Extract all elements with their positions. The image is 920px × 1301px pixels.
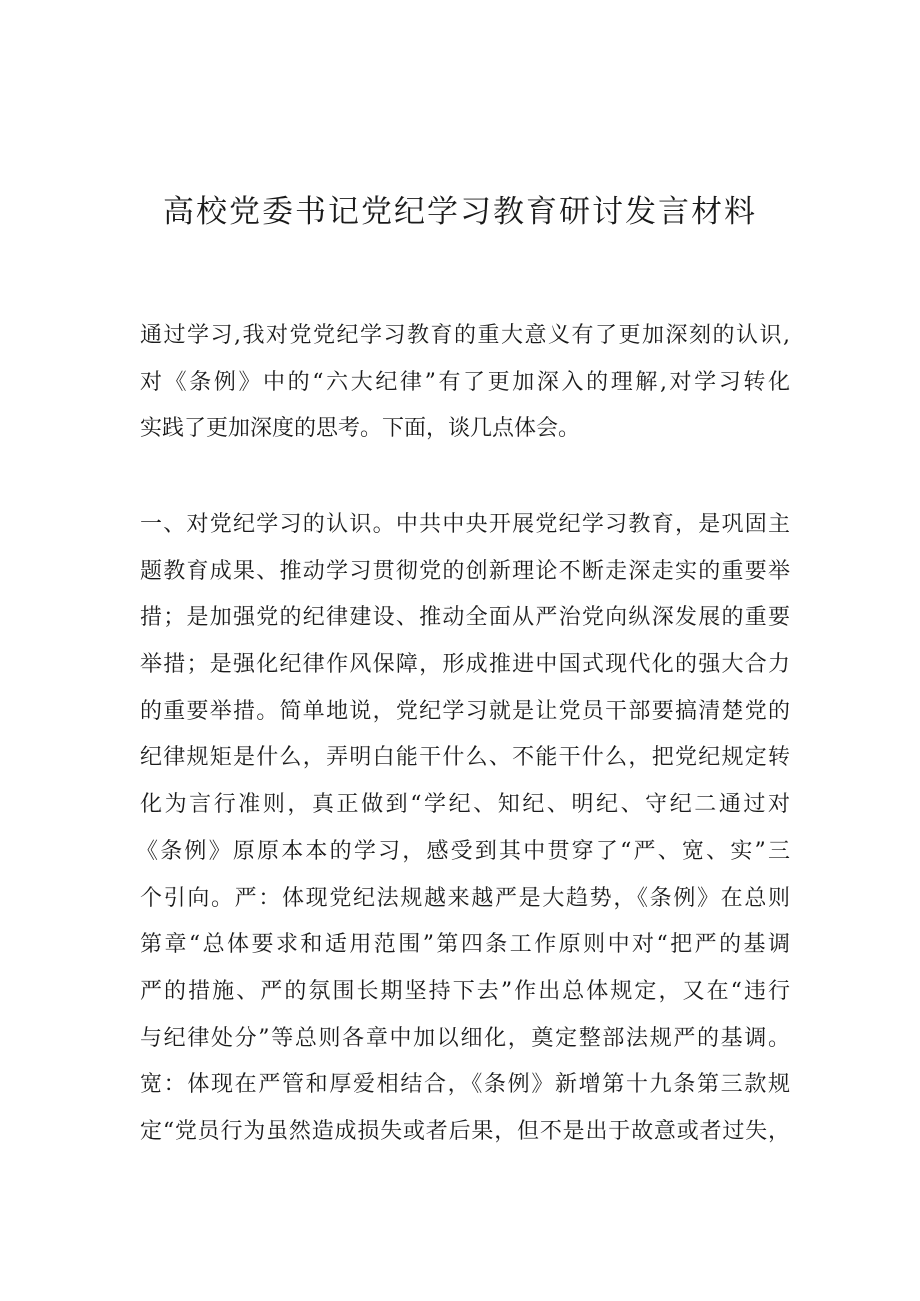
paragraph-line: 定“党员行为虽然造成损失或者后果，但不是出于故意或者过失， (140, 1118, 790, 1144)
paragraph-line: 对《条例》中的“六大纪律”有了更加深入的理解,对学习转化 (140, 369, 790, 395)
paragraph-line: 一、对党纪学习的认识。中共中央开展党纪学习教育，是巩固主 (140, 512, 790, 537)
paragraph-line: 的重要举措。简单地说，党纪学习就是让党员干部要搞清楚党的 (140, 698, 790, 724)
paragraph-line: 纪律规矩是什么，弄明白能干什么、不能干什么，把党纪规定转 (140, 745, 790, 771)
paragraph-line: 实践了更加深度的思考。下面，谈几点体会。 (140, 416, 581, 442)
section-one-paragraph (136, 502, 790, 1156)
paragraph-line: 第章“总体要求和适用范围”第四条工作原则中对“把严的基调 (140, 932, 790, 958)
paragraph-line: 《条例》原原本本的学习，感受到其中贯穿了“严、宽、实”三 (136, 838, 790, 864)
paragraph-line: 宽：体现在严管和厚爱相结合，《条例》新增第十九条第三款规 (140, 1072, 790, 1098)
paragraph-line: 个引向。严：体现党纪法规越来越严是大趋势，《条例》在总则 (140, 885, 790, 911)
paragraph-line: 通过学习,我对党党纪学习教育的重大意义有了更加深刻的认识, (140, 323, 790, 348)
paragraph-line: 与纪律处分”等总则各章中加以细化，奠定整部法规严的基调。 (140, 1025, 790, 1051)
paragraph-line: 题教育成果、推动学习贯彻党的创新理论不断走深走实的重要举 (140, 558, 790, 584)
paragraph-line: 严的措施、严的氛围长期坚持下去”作出总体规定，又在“违行 (140, 978, 790, 1004)
paragraph-line: 化为言行准则，真正做到“学纪、知纪、明纪、守纪二通过对 (140, 792, 790, 818)
paragraph-line: 措；是加强党的纪律建设、推动全面从严治党向纵深发展的重要 (140, 605, 790, 631)
intro-paragraph (140, 313, 790, 453)
document-title: 高校党委书记党纪学习教育研讨发言材料 (163, 194, 757, 230)
paragraph-line: 举措；是强化纪律作风保障，形成推进中国式现代化的强大合力 (140, 652, 790, 678)
